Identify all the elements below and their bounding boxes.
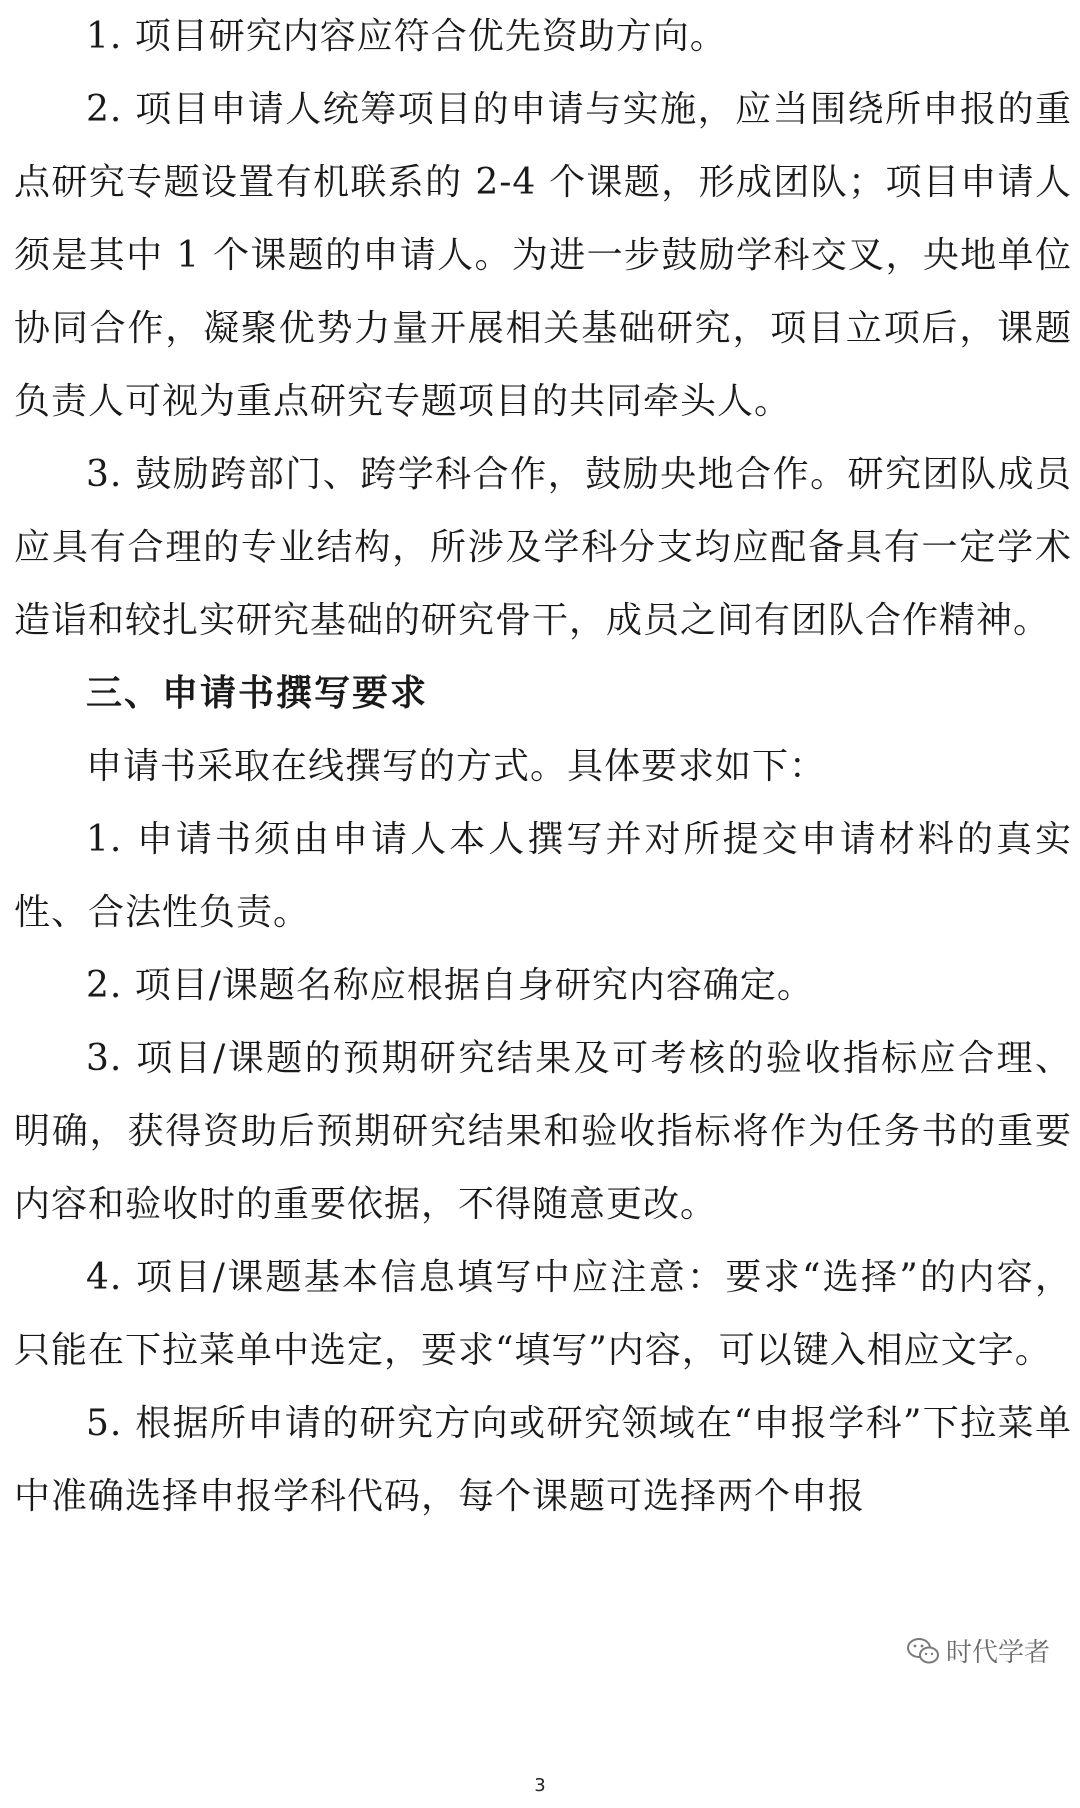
requirement-3: 3. 项目/课题的预期研究结果及可考核的验收指标应合理、明确，获得资助后预期研究结果和验收指标将作为任务书的重要内容和验收时的重要依据，不得随意更改。 [14, 1038, 1072, 1225]
requirement-5: 5. 根据所申请的研究方向或研究领域在“申报学科”下拉菜单中准确选择申报学科代码，每个课题可选择两个申报 [14, 1403, 1072, 1517]
requirement-1: 1. 申请书须由申请人本人撰写并对所提交申请材料的真实性、合法性负责。 [14, 819, 1072, 933]
page-number: 3 [534, 1775, 546, 1796]
paragraph-1: 1. 项目研究内容应符合优先资助方向。 [86, 16, 727, 57]
paragraph-3: 3. 鼓励跨部门、跨学科合作，鼓励央地合作。研究团队成员应具有合理的专业结构，所涉及学科分支均应配备具有一定学术造诣和较扎实研究基础的研究骨干，成员之间有团队合作精神。 [14, 454, 1072, 641]
paragraph-2: 2. 项目申请人统筹项目的申请与实施，应当围绕所申报的重点研究专题设置有机联系的 2-4 个课题，形成团队；项目申请人须是其中 1 个课题的申请人。为进一步鼓励学科交叉，央地单位协同合作，凝聚优势力量开展相关基础研究，项目立项后，课题负责人可视为重点研究专题项目的共同牵头人。 [14, 89, 1072, 422]
section-heading: 三、申请书撰写要求 [86, 673, 429, 714]
document-body [14, 0, 1072, 1533]
watermark-text: 时代学者 [945, 1638, 1050, 1668]
requirement-4: 4. 项目/课题基本信息填写中应注意：要求“选择”的内容，只能在下拉菜单中选定，要求“填写”内容，可以键入相应文字。 [14, 1257, 1072, 1371]
wechat-icon [906, 1637, 940, 1665]
account-watermark [906, 1632, 1050, 1669]
requirement-2: 2. 项目/课题名称应根据自身研究内容确定。 [86, 965, 814, 1006]
section-intro: 申请书采取在线撰写的方式。具体要求如下： [86, 746, 827, 787]
